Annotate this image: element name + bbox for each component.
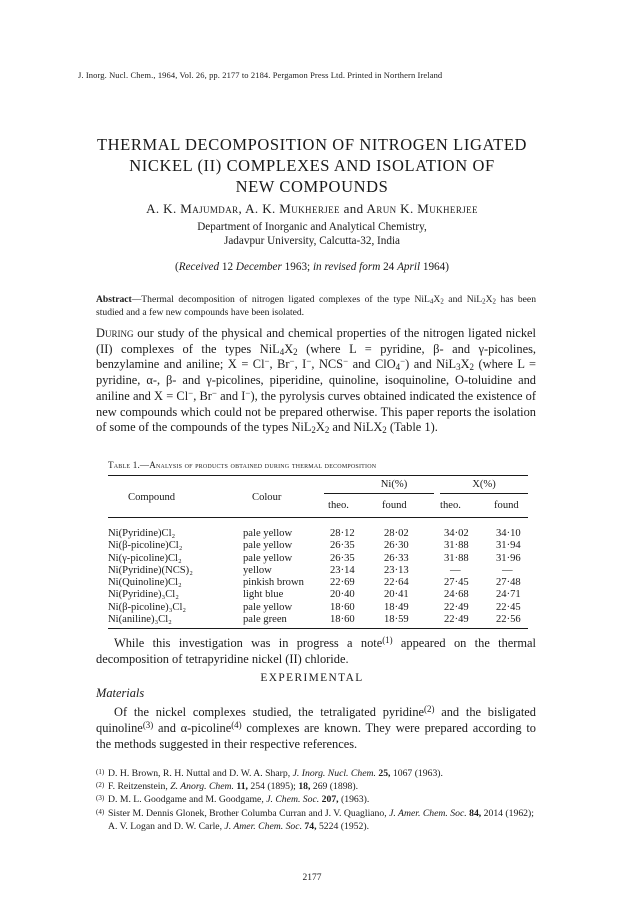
affiliation-line-1: Department of Inorganic and Analytical Chemistry, xyxy=(197,221,427,233)
table-row: Ni(Pyridine)(NCS)₂ yellow 23·14 23·13 — — xyxy=(108,564,513,576)
page-number: 2177 xyxy=(302,873,322,883)
reference-item: (4) Sister M. Dennis Glonek, Brother Columba Curran and J. V. Quagliano, J. Amer. Chem. Soc. 84, 2014 (1962); A. V. Logan and D. W. Carle, J. Amer. Chem. Soc. 74, 5224 (1952). xyxy=(96,807,534,832)
table-row: Ni(β-picoline)Cl₂ pale yellow 26·35 26·30 31·88 31·94 xyxy=(108,540,521,552)
colour-column-header: Colour xyxy=(252,492,282,503)
table-row: Ni(Pyridine)Cl₂ pale yellow 28·12 28·02 34·02 34·10 xyxy=(108,528,521,539)
table-header-rule xyxy=(108,517,528,518)
table-bottom-rule xyxy=(108,628,528,629)
table-top-rule xyxy=(108,475,528,476)
paper-title xyxy=(60,134,564,197)
analysis-table xyxy=(108,528,528,626)
table-caption: Table 1.—Analysis of products obtained during thermal decomposition xyxy=(108,460,377,470)
abstract: Abstract—Thermal decomposition of nitrogen ligated complexes of the type $NiL_4X_2$ and $NiL_2X_2$ has been studied and a few new compounds have been isolated. xyxy=(96,294,536,318)
ni-theo-header: theo. xyxy=(328,500,349,511)
reference-item: (2) F. Reitzenstein, Z. Anorg. Chem. 11, 254 (1895); 18, 269 (1898). xyxy=(96,781,359,793)
title-line-1: THERMAL DECOMPOSITION OF NITROGEN LIGATED xyxy=(96,135,528,154)
x-percent-header: X(%) xyxy=(472,479,496,490)
received-dates: (Received 12 December 1963; in revised form 24 April 1964) xyxy=(175,261,449,273)
reference-item: (3) D. M. L. Goodgame and M. Goodgame, J. Chem. Soc. 207, (1963). xyxy=(96,794,370,806)
compound-column-header: Compound xyxy=(128,492,176,503)
reference-list xyxy=(96,767,536,833)
ni-percent-header: Ni(%) xyxy=(380,479,408,490)
x-theo-header: theo. xyxy=(440,500,461,511)
section-heading-experimental: EXPERIMENTAL xyxy=(260,672,364,684)
table-row: Ni(Pyridine)₃Cl₂ light blue 20·40 20·41 24·68 24·71 xyxy=(108,589,521,601)
affiliation-line-2: Jadavpur University, Calcutta-32, India xyxy=(223,235,401,247)
title-line-2: NICKEL (II) COMPLEXES AND ISOLATION OF xyxy=(129,156,495,175)
table-row: Ni(β-picoline)₃Cl₂ pale yellow 18·60 18·49 22·49 22·45 xyxy=(108,601,521,613)
materials-paragraph: Of the nickel complexes studied, the tetraligated pyridine$^{(2)}$ and the bisligated quinoline$^{(3)}$ and α-picoline$^{(4)}$ complexes are known. They were prepared according to the methods suggested in their respective references. xyxy=(96,703,536,751)
title-line-3: NEW COMPOUNDS xyxy=(235,177,389,196)
ni-group-rule xyxy=(324,493,434,494)
introduction-paragraph: During our study of the physical and chemical properties of the nitrogen ligated nickel (II) complexes of the types $NiL_4X_2$ (where L = pyridine, β- and γ-picolines, benzylamine and aniline; X = Cl−, Br−, I−, NCS− and ClO$_4$−) and $NiL_3X_2$ (where L = pyridine, α-, β- and γ-picolines, piperidine, quinoline, isoquinoline, O-toluidine and aniline and X = Cl−, Br− and I−), the pyrolysis curves obtained indicated the existence of new compounds which could not be prepared otherwise. This paper reports the isolation of some of the compounds of the types $NiL_2X_2$ and NiLX$_2$ (Table 1). xyxy=(96,326,536,436)
subsection-heading-materials: Materials xyxy=(96,686,145,700)
abstract-label: Abstract xyxy=(96,294,132,305)
table-row: Ni(γ-picoline)Cl₂ pale yellow 26·35 26·33 31·88 31·96 xyxy=(108,552,521,564)
author-list: A. K. Majumdar, A. K. Mukherjee and Arun K. Mukherjee xyxy=(146,201,478,216)
x-found-header: found xyxy=(494,500,519,511)
x-group-rule xyxy=(440,493,528,494)
table-row: Ni(aniline)₃Cl₂ pale green 18·60 18·59 22·49 22·56 xyxy=(108,614,521,626)
table-row: Ni(Quinoline)Cl₂ pinkish brown 22·69 22·64 27·45 27·48 xyxy=(108,577,521,589)
ni-found-header: found xyxy=(382,500,407,511)
reference-item: (1) D. H. Brown, R. H. Nuttal and D. W. A. Sharp, J. Inorg. Nucl. Chem. 25, 1067 (1963). xyxy=(96,768,443,779)
note-paragraph: While this investigation was in progress a note$^{(1)}$ appeared on the thermal decomposition of tetrapyridine nickel (II) chloride. xyxy=(96,634,536,666)
affiliation xyxy=(60,220,564,248)
journal-citation-line: J. Inorg. Nucl. Chem., 1964, Vol. 26, pp. 2177 to 2184. Pergamon Press Ltd. Printed in Northern Ireland xyxy=(78,70,443,80)
